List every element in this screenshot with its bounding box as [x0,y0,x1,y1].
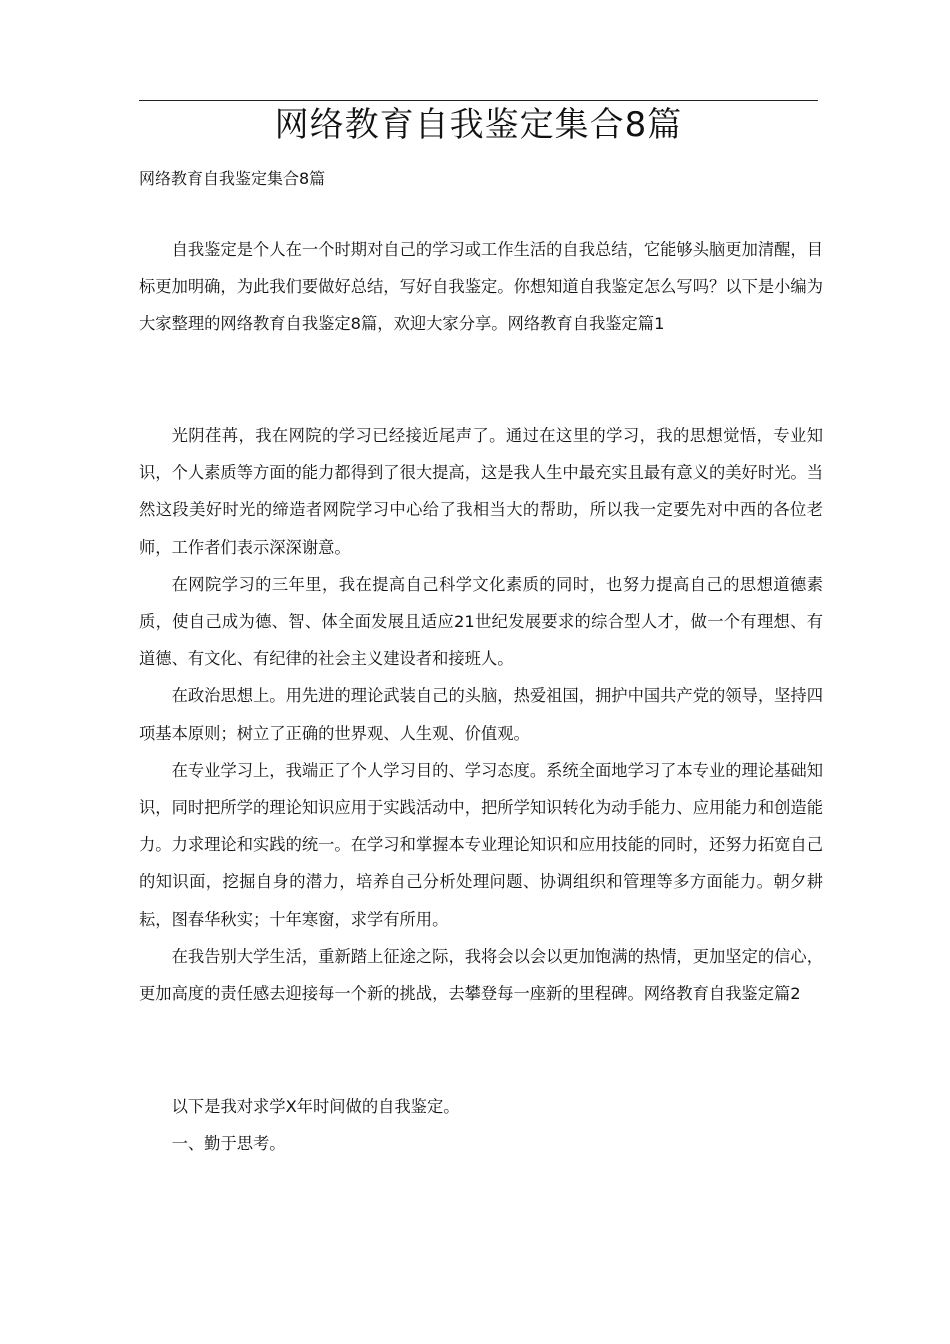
document-subtitle: 网络教育自我鉴定集合8篇 [139,169,326,188]
document-title: 网络教育自我鉴定集合8篇 [274,105,683,145]
section-2-block [139,1088,823,1162]
section-1-paragraph-2: 在网院学习的三年里，我在提高自己科学文化素质的同时，也努力提高自己的思想道德素质，使自己成为德、智、体全面发展且适应21世纪发展要求的综合型人才，做一个有理想、有道德、有文化、有纪律的社会主义建设者和接班人。 [139,574,823,669]
section-2-paragraph-1: 以下是我对求学X年时间做的自我鉴定。 [171,1097,460,1116]
section-2-heading-1: 一、勤于思考。 [171,1134,286,1154]
section-1-paragraph-3: 在政治思想上。用先进的理论武装自己的头脑，热爱祖国，拥护中国共产党的领导，坚持四项基本原则；树立了正确的世界观、人生观、价值观。 [139,686,823,743]
section-1-block [139,417,823,1012]
section-1-paragraph-5: 在我告别大学生活，重新踏上征途之际，我将会以会以更加饱满的热情，更加坚定的信心，更加高度的责任感去迎接每一个新的挑战，去攀登每一座新的里程碑。网络教育自我鉴定篇2 [139,946,823,1004]
intro-paragraph: 自我鉴定是个人在一个时期对自己的学习或工作生活的自我总结，它能够头脑更加清醒，目标更加明确，为此我们要做好总结，写好自我鉴定。你想知道自我鉴定怎么写吗？以下是小编为大家整理的网络教育自我鉴定8篇，欢迎大家分享。网络教育自我鉴定篇1 [139,240,823,334]
section-1-paragraph-4: 在专业学习上，我端正了个人学习目的、学习态度。系统全面地学习了本专业的理论基础知识，同时把所学的理论知识应用于实践活动中，把所学知识转化为动手能力、应用能力和创造能力。力求理论和实践的统一。在学习和掌握本专业理论知识和应用技能的同时，还努力拓宽自己的知识面，挖掘自身的潜力，培养自己分析处理问题、协调组织和管理等多方面能力。朝夕耕耘，图春华秋实；十年寒窗，求学有所用。 [139,760,823,929]
intro-block [139,231,823,343]
header-rule [139,100,818,101]
section-1-paragraph-1: 光阴荏苒，我在网院的学习已经接近尾声了。通过在这里的学习，我的思想觉悟，专业知识，个人素质等方面的能力都得到了很大提高，这是我人生中最充实且最有意义的美好时光。当然这段美好时光的缔造者网院学习中心给了我相当大的帮助，所以我一定要先对中西的各位老师，工作者们表示深深谢意。 [139,426,823,557]
